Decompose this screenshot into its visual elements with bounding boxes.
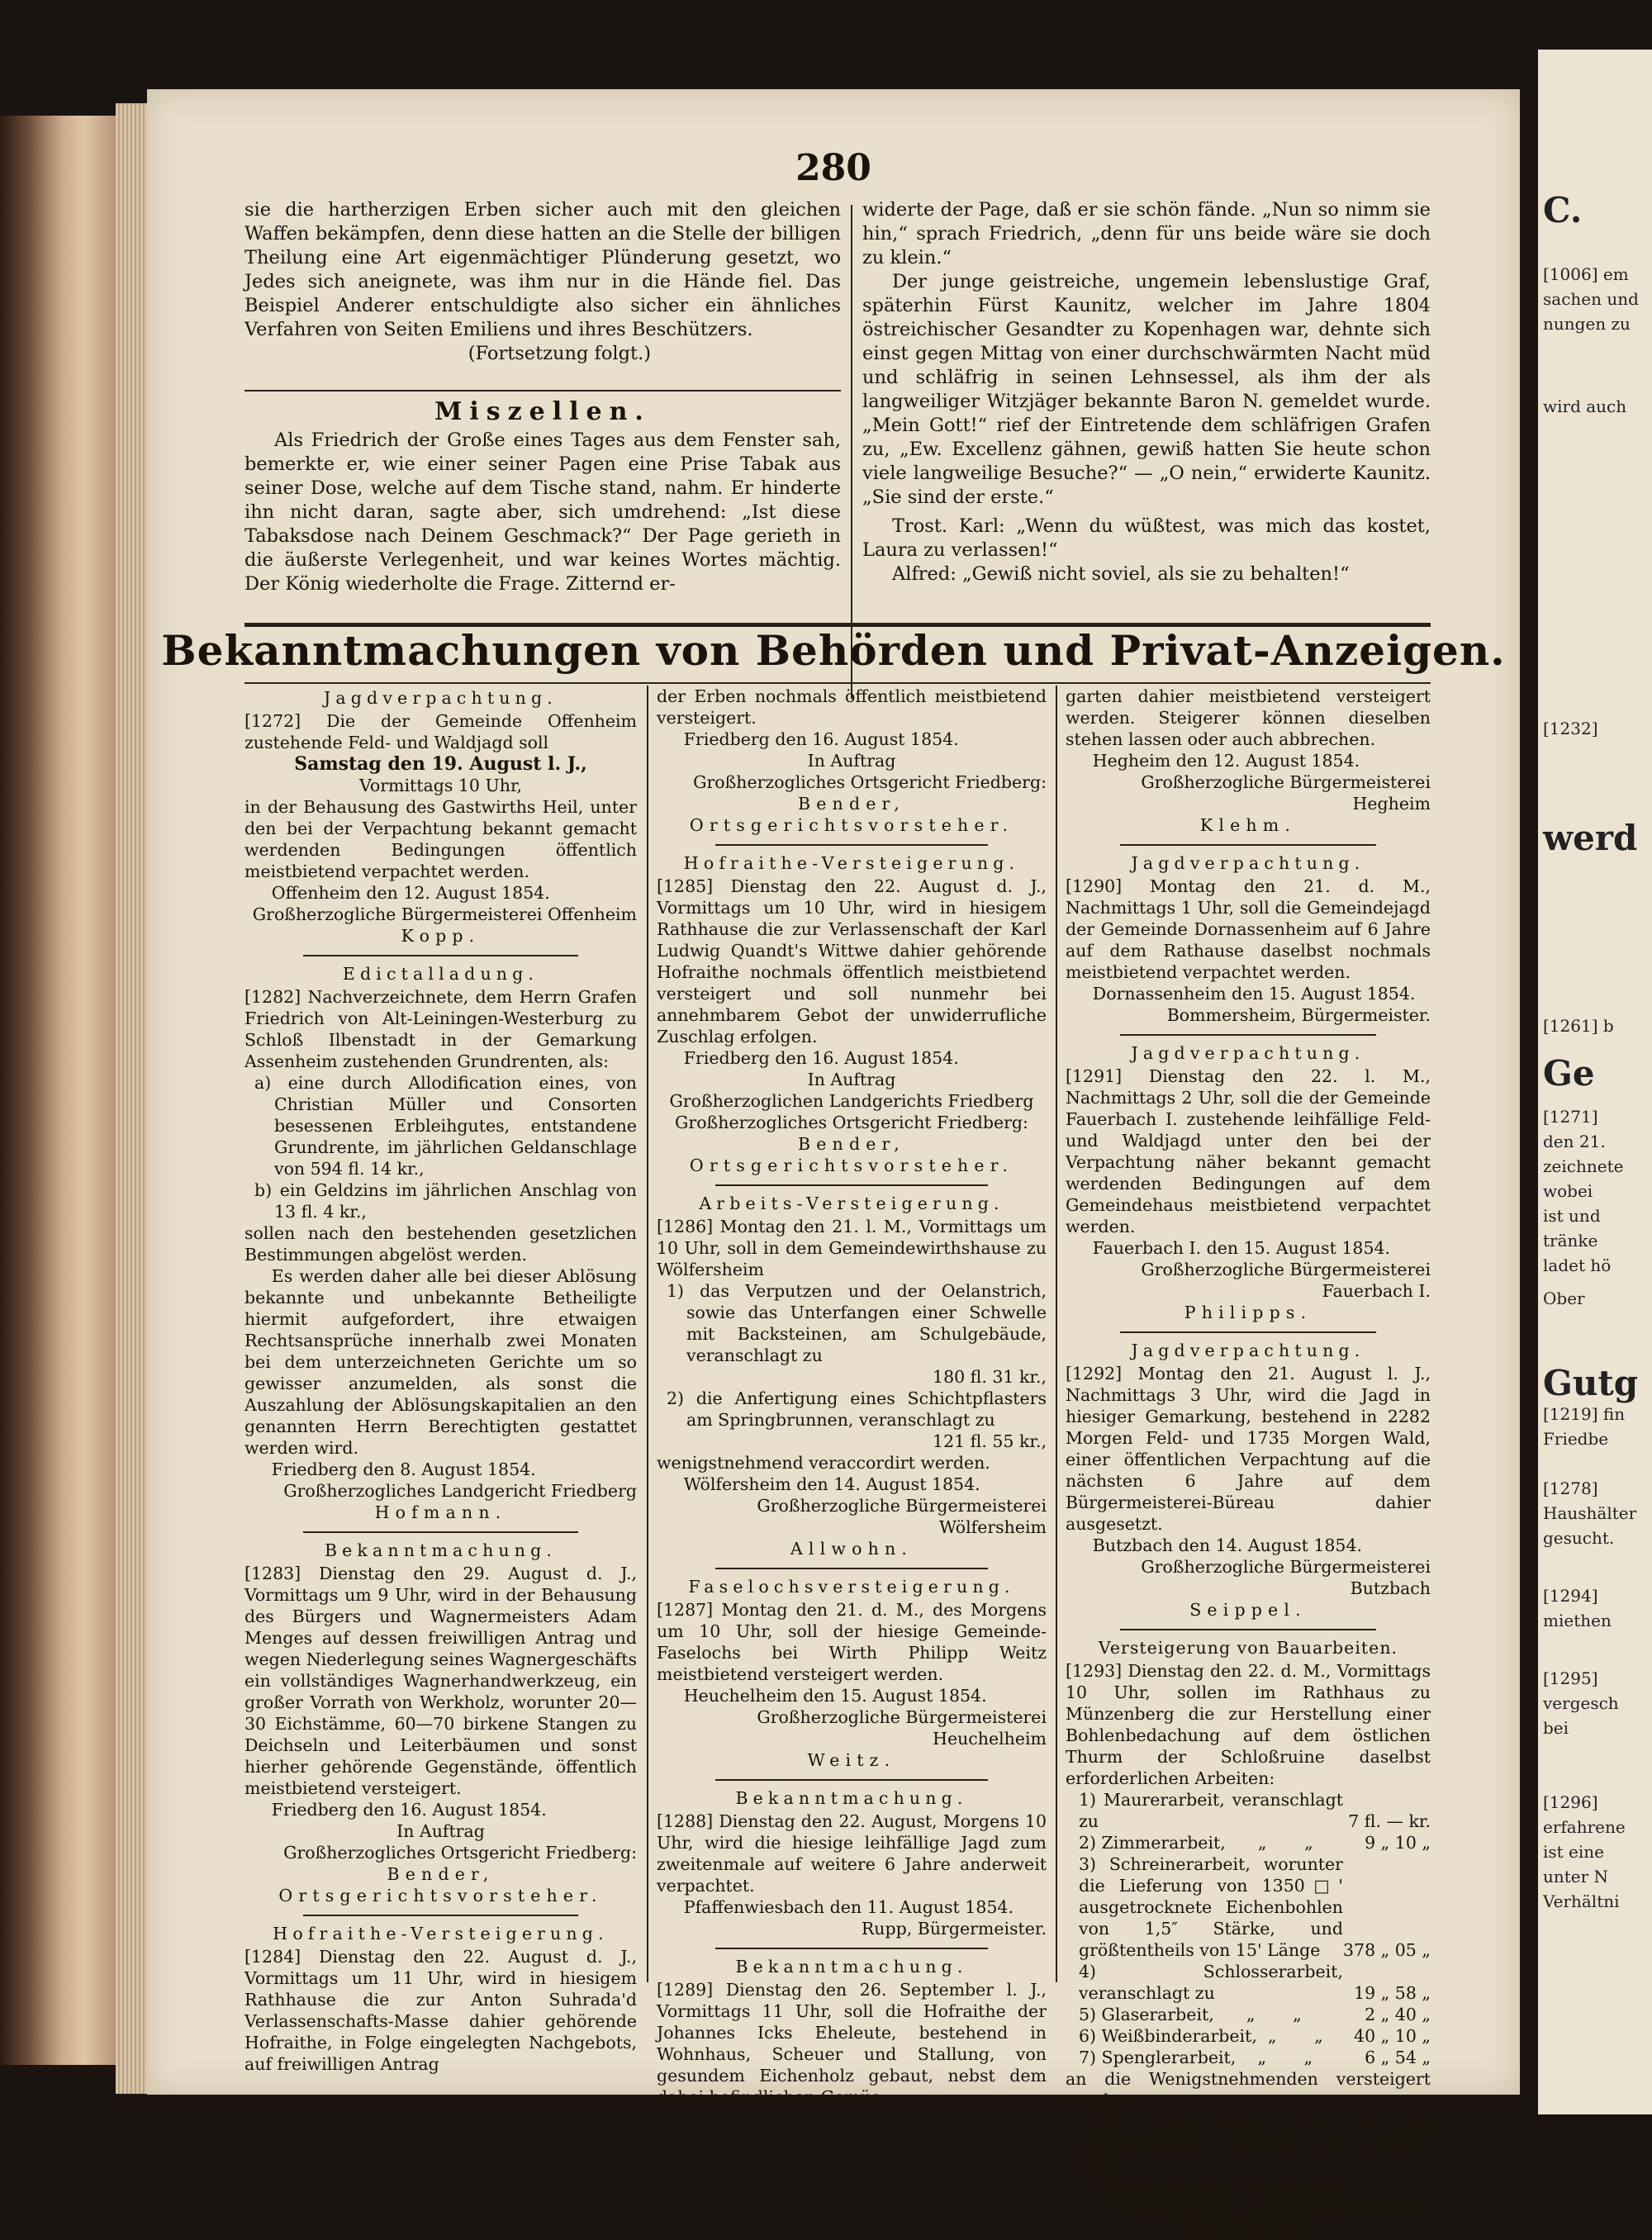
cost-item-label: 2) Zimmerarbeit, „ „ <box>1079 1833 1313 1853</box>
adjacent-page-text: den 21. <box>1543 1132 1606 1151</box>
continuation-note: (Fortsetzung folgt.) <box>468 343 651 364</box>
column-divider <box>647 686 648 1982</box>
ad-separator <box>715 1779 988 1781</box>
top-right-column <box>862 198 1431 586</box>
adjacent-page-text: Friedbe <box>1543 1429 1609 1449</box>
adjacent-page-text: nungen zu <box>1543 314 1631 334</box>
adjacent-page-text: [1271] <box>1543 1107 1598 1127</box>
ad-place-1288: Pfaffenwiesbach den 11. August 1854. <box>683 1897 1014 1917</box>
ad-text-1283: [1283] Dienstag den 29. August d. J., Vormittags um 9 Uhr, wird in der Behausung des Bürgers und Wagnermeisters Adam Menges auf dessen freiwilligen Antrag und wegen Niederlegung seines Wagnergeschäfts ein vollständiges Wagnerhandwerkzeug, ein großer Vorrath von Werkholz, worunter 20—30 Eichstämme, 60—70 birkene Stangen zu Deichseln und Leiterbäumen und sonst hierher gehörende Gegenstände, öffentlich meistbietend versteigert. <box>244 1564 637 1798</box>
cost-item-row <box>1066 1961 1431 2004</box>
newspaper-page <box>147 89 1520 2239</box>
adjacent-page-text: wird auch <box>1543 396 1627 416</box>
adjacent-page-text: ist und <box>1543 1206 1601 1226</box>
ad-place-1291: Fauerbach I. den 15. August 1854. <box>1092 1238 1391 1258</box>
cost-item-price: 7 fl. — kr. <box>1348 1811 1431 1831</box>
anecdote-kaunitz: Der junge geistreiche, ungemein lebenslustige Graf, späterhin Fürst Kaunitz, welcher im Jahre 1804 östreichischer Gesandter zu Kopenhagen war, dehnte sich einst gegen Mittag von einer durchschwärmten Nacht müd und schläfrig in seinen Lehnsessel, als ihm der als langweiliger Witzjäger bekannte Baron N. gemeldet wurde. „Mein Gott!“ rief der Eintretende dem schläfrigen Grafen zu, „Ew. Excellenz gähnen, gewiß hatten Sie heute schon viele langweilige Besuche?“ — „O nein,“ erwiderte Kaunitz. „Sie sind der erste.“ <box>862 271 1431 508</box>
adjacent-page-text: ist eine <box>1543 1842 1605 1862</box>
announcements-column-3 <box>1066 686 1431 2240</box>
ad-text-1290: [1290] Montag den 21. d. M., Nachmittags 1 Uhr, soll die Gemeindejagd der Gemeinde Dornassenheim auf 6 Jahre auf dem Rathause daselbst nochmals meistbietend verpachtet werden. <box>1066 876 1431 982</box>
adjacent-page-text: [1295] <box>1543 1668 1598 1688</box>
anecdote-trost-karl: Trost. Karl: „Wenn du wüßtest, was mich das kostet, Laura zu verlassen!“ <box>862 515 1431 561</box>
ad-text2-1272: in der Behausung des Gastwirths Heil, unter den bei der Verpachtung bekannt gemacht werdenden Bedingungen öffentlich meistbietend verpachtet werden. <box>244 797 637 881</box>
ad-separator <box>303 1531 578 1533</box>
story-ending-paragraph: sie die hartherzigen Erben sicher auch mit den gleichen Waffen bekämpfen, denn diese hatten an die Stelle der billigen Theilung eine Art eigenmächtiger Plünderung gesetzt, wo Jedes sich aneignete, was ihm nur in die Hände fiel. Das Beispiel Anderer entschuldigte also sicher ein ähnliches Verfahren von Seiten Emiliens und ihres Beschützers. <box>244 199 841 340</box>
adjacent-page-text: bei <box>1543 1718 1569 1738</box>
ad-text-1286: [1286] Montag den 21. l. M., Vormittags um 10 Uhr, soll in dem Gemeindewirthshause zu Wölfersheim <box>657 1217 1047 1279</box>
adjacent-page-text: zeichnete <box>1543 1156 1624 1176</box>
ad-title-1290: Jagdverpachtung. <box>1131 853 1365 873</box>
ad-title-1285: Hofraithe-Versteigerung. <box>683 853 1020 873</box>
ad-separator <box>1120 1331 1375 1333</box>
adjacent-page-text: [1219] fin <box>1543 1404 1626 1424</box>
ad-signer-1284: Bender, Ortsgerichtsvorsteher. <box>689 794 1014 835</box>
ad-title-1291: Jagdverpachtung. <box>1131 1043 1365 1063</box>
ad-place-1272: Offenheim den 12. August 1854. <box>271 883 550 903</box>
ad-text3-1293: Der Voranschlag liegt bei der unterzeichneten Behörde zur Einsicht offen. <box>1066 2112 1431 2175</box>
ad-text-1289: [1289] Dienstag den 26. September l. J., Vormittags 11 Uhr, soll die Hofraithe der Johannes Icks Eheleute, bestehend in Wohnhaus, Scheuer und Stallung, von gesundem Eichenholz gebaut, nebst dem dabei befindlichen Gemüs- <box>657 1980 1047 2107</box>
adjacent-page-text: tränke <box>1543 1231 1598 1251</box>
ad-place-1282: Friedberg den 8. August 1854. <box>271 1459 536 1479</box>
adjacent-page-text: sachen und <box>1543 289 1639 309</box>
adjacent-page-text: Verhältni <box>1543 1891 1620 1911</box>
cost-item-label: 7) Spenglerarbeit, „ „ <box>1079 2048 1313 2067</box>
ad-separator <box>715 1184 988 1186</box>
ad-separator <box>303 1915 578 1916</box>
ad-title-1286: Arbeits-Versteigerung. <box>699 1194 1004 1213</box>
announcements-column-2 <box>657 686 1047 2108</box>
ad-place-1289: Hegheim den 12. August 1854. <box>1092 751 1360 771</box>
adjacent-page-text: erfahrene <box>1543 1817 1626 1837</box>
ad-sign-1289: Großherzogliche Bürgermeisterei Hegheim <box>1141 772 1431 814</box>
ad-sign-1292: Großherzogliche Bürgermeisterei Butzbach <box>1141 1557 1431 1598</box>
adjacent-page-text: [1294] <box>1543 1586 1598 1606</box>
ad-place-1284: Friedberg den 16. August 1854. <box>683 729 959 749</box>
cost-item-label: 3) Schreinerarbeit, worunter die Lieferung von 1350□' ausgetrocknete Eichenbohlen von 1,5″ Stärke, und größtentheils von 15' Länge <box>1079 1854 1349 1960</box>
cost-item-row <box>1066 1853 1431 1961</box>
ad-separator <box>1120 1034 1375 1036</box>
ad-text2-1293: an die Wenigstnehmenden versteigert werden. <box>1066 2069 1431 2110</box>
ad-items-1293 <box>1066 1789 1431 2068</box>
miszellen-section <box>244 396 841 596</box>
cost-item-label: 1) Maurerarbeit, veranschlagt zu <box>1079 1790 1349 1831</box>
ad-separator <box>715 1568 988 1569</box>
ad-signer-1288: Rupp, Bürgermeister. <box>861 1919 1047 1939</box>
ad-item1-price-1286: 180 fl. 31 kr., <box>933 1367 1047 1387</box>
ad-sign-1286: Großherzogliche Bürgermeisterei Wölfersheim <box>757 1496 1047 1537</box>
ad-item-a-1282: a) eine durch Allodification eines, von Christian Müller und Consorten besessenen Erbleihgutes, entstandene Grundrente, im jährlichen Geldanschlage von 594 fl. 14 kr., <box>254 1073 637 1179</box>
cost-item-row <box>1066 2047 1431 2068</box>
ad-signer-1283: Bender, Ortsgerichtsvorsteher. <box>278 1864 603 1905</box>
ad-signer-1287: Weitz. <box>807 1750 896 1770</box>
ad-place-1287: Heuchelheim den 15. August 1854. <box>683 1686 987 1706</box>
ad-title-1287: Faselochsversteigerung. <box>688 1577 1015 1597</box>
ad-signer-1282: Hofmann. <box>374 1502 507 1522</box>
cost-item-label: 6) Weißbinderarbeit, „ „ <box>1079 2026 1323 2046</box>
section-divider <box>244 390 841 392</box>
ad-signer-1289: Klehm. <box>1199 815 1297 835</box>
ad-sign-1272: Großherzogliche Bürgermeisterei Offenheim <box>252 904 637 924</box>
ad-separator <box>715 1948 988 1949</box>
ad-auftrag-1285: In Auftrag <box>807 1070 896 1089</box>
cost-item-row <box>1066 1789 1431 1832</box>
heading-bottom-rule <box>244 682 1431 684</box>
anecdote-trost-alfred: Alfred: „Gewiß nicht soviel, als sie zu behalten!“ <box>892 563 1350 585</box>
page-number: 280 <box>795 147 871 189</box>
ad-text-1284: [1284] Dienstag den 22. August d. J., Vormittags um 11 Uhr, wird in hiesigem Rathhause die zur Anton Suhrada'd Verlassenschafts-Masse dahier gehörende Hofraithe, in Folge eingelegten Nachgebots, auf freiwilligen Antrag <box>244 1947 637 2074</box>
ad-auftrag-1284: In Auftrag <box>807 751 896 771</box>
ad-time-1272: Vormittags 10 Uhr, <box>358 776 523 795</box>
cost-item-price: 6 „ 54 „ <box>1365 2048 1431 2067</box>
ad-item1-1286: 1) das Verputzen und der Oelanstrich, sowie das Unterfangen einer Schwelle mit Backsteinen, am Schulgebäude, veranschlagt zu <box>667 1281 1047 1365</box>
ad-item-b-1282: b) ein Geldzins im jährlichen Anschlag von 13 fl. 4 kr., <box>254 1180 637 1222</box>
adjacent-page-text: ladet hö <box>1543 1255 1612 1275</box>
adjacent-page-fragment <box>1538 50 1652 2114</box>
ad-signer-1290: Bommersheim, Bürgermeister. <box>1166 1005 1431 1025</box>
ad-signer-1285: Bender, Ortsgerichtsvorsteher. <box>689 1134 1014 1175</box>
ad-text-1292: [1292] Montag den 21. August l. J., Nachmittags 3 Uhr, wird die Jagd in hiesiger Gemarkung, bestehend in 2282 Morgen Feld- und 1735 Morgen Wald, einer öffentlichen Verpachtung auf die nächsten 6 Jahre auf dem Bürgermeisterei-Büreau dahier ausgesetzt. <box>1066 1364 1431 1534</box>
adjacent-page-text: Ober <box>1543 1288 1585 1308</box>
ad-text3-1282: Es werden daher alle bei dieser Ablösung bekannte und unbekannte Betheiligte hiermit aufgefordert, ihre etwaigen Rechtsansprüche innerhalb zwei Monaten bei dem unterzeichneten Gerichte um so gewisser anzumelden, als sonst die Auszahlung der Ablösungskapitalien an den genannten Herrn Berechtigten gestattet werden wird. <box>244 1266 637 1458</box>
adjacent-page-text: unter N <box>1543 1867 1609 1886</box>
cost-item-row <box>1066 2004 1431 2025</box>
ad-sign-1285: Großherzoglichen Landgerichts Friedberg <box>669 1091 1034 1111</box>
adjacent-page-text: Gutg <box>1543 1363 1639 1403</box>
ad-signer-1272: Kopp. <box>401 926 481 946</box>
ad-cont-1284: der Erben nochmals öffentlich meistbietend versteigert. <box>657 686 1047 728</box>
announcements-heading: Bekanntmachungen von Behörden und Privat-Anzeigen. <box>161 626 1506 675</box>
cost-item-price: 9 „ 10 „ <box>1365 1833 1431 1853</box>
ad-title-1289: Bekanntmachung. <box>735 1957 968 1977</box>
adjacent-page-text: [1232] <box>1543 719 1598 738</box>
ad-auftrag-1283: In Auftrag <box>396 1821 485 1841</box>
ad-text2-1282: sollen nach den bestehenden gesetzlichen Bestimmungen abgelöst werden. <box>244 1223 637 1265</box>
cost-item-price: 40 „ 10 „ <box>1354 2026 1431 2046</box>
ad-title-1284: Hofraithe-Versteigerung. <box>273 1924 609 1943</box>
ad-item2-1286: 2) die Anfertigung eines Schichtpflasters am Springbrunnen, veranschlagt zu <box>667 1388 1047 1430</box>
ad-text-1293: [1293] Dienstag den 22. d. M., Vormittags 10 Uhr, sollen im Rathhaus zu Münzenberg die zur Herstellung einer Bohlenbedachung auf dem östlichen Thurm der Schloßruine daselbst erforderlichen Arbeiten: <box>1066 1661 1431 1788</box>
adjacent-page-text: gesucht. <box>1543 1528 1615 1548</box>
ad-sign-1293: Großherzogliches Kreisbauamt Gießen <box>1097 2198 1431 2218</box>
miszellen-anecdote-1: Als Friedrich der Große eines Tages aus dem Fenster sah, bemerkte er, wie einer seiner Pagen eine Prise Tabak aus seiner Dose, welche auf dem Tische stand, nahm. Er hinderte ihn nicht daran, sagte aber, sich umdrehend: „Ist diese Tabaksdose nach Deinem Geschmack?“ Der Page gerieth in die äußerste Verlegenheit, und war keines Wortes mächtig. Der König wiederholte die Frage. Zitternd er- <box>244 429 841 595</box>
ad-text-1272: [1272] Die der Gemeinde Offenheim zustehende Feld- und Waldjagd soll <box>244 711 637 752</box>
ad-title-1292: Jagdverpachtung. <box>1131 1341 1365 1360</box>
cost-item-label: 5) Glaserarbeit, „ „ <box>1079 2005 1302 2024</box>
cost-item-row <box>1066 2025 1431 2047</box>
cost-item-row <box>1066 1832 1431 1853</box>
adjacent-page-text: [1278] <box>1543 1478 1598 1498</box>
ad-sign-1284: Großherzogliches Ortsgericht Friedberg: <box>693 772 1047 792</box>
ad-signer-1291: Philipps. <box>1184 1303 1313 1322</box>
ad-title-1288: Bekanntmachung. <box>735 1788 968 1808</box>
miszellen-heading: Miszellen. <box>434 397 651 426</box>
adjacent-page-text: C. <box>1543 190 1583 230</box>
ad-separator <box>1120 844 1375 846</box>
ad-sign2-1285: Großherzogliches Ortsgericht Friedberg: <box>675 1113 1028 1132</box>
ad-place-1286: Wölfersheim den 14. August 1854. <box>683 1474 980 1494</box>
cost-item-price: 2 „ 40 „ <box>1365 2005 1431 2024</box>
ad-sign-1282: Großherzogliches Landgericht Friedberg <box>283 1481 637 1501</box>
adjacent-page-text: wobei <box>1543 1181 1593 1201</box>
adjacent-page-text: miethen <box>1543 1611 1612 1630</box>
ad-title-1272: Jagdverpachtung. <box>324 688 558 708</box>
ad-place-1292: Butzbach den 14. August 1854. <box>1092 1535 1363 1555</box>
cost-item-price: 19 „ 58 „ <box>1354 1983 1431 2003</box>
ad-separator <box>715 844 988 846</box>
top-left-column <box>244 198 841 366</box>
cost-item-price: 378 „ 05 „ <box>1342 1940 1431 1960</box>
ad-signer-1293: Holzapfel. <box>1175 2219 1322 2239</box>
ad-cont-1289: garten dahier meistbietend versteigert werden. Steigerer können dieselben stehen lassen oder auch abbrechen. <box>1066 686 1431 749</box>
ad-sign-1291: Großherzogliche Bürgermeisterei Fauerbach I. <box>1141 1260 1431 1301</box>
announcements-column-1 <box>244 686 637 2075</box>
ad-place-1290: Dornassenheim den 15. August 1854. <box>1092 984 1416 1004</box>
adjacent-page-text: [1006] em <box>1543 264 1629 284</box>
ad-sign-1283: Großherzogliches Ortsgericht Friedberg: <box>283 1843 637 1863</box>
ad-signer-1292: Seippel. <box>1189 1600 1307 1620</box>
ad-separator <box>1120 1629 1375 1630</box>
adjacent-page-text: Ge <box>1543 1053 1595 1094</box>
cost-item-label: 4) Schlosserarbeit, veranschlagt zu <box>1079 1962 1349 2003</box>
ad-separator <box>303 955 578 956</box>
ad-text2-1286: wenigstnehmend veraccordirt werden. <box>657 1453 990 1473</box>
ad-sign-1287: Großherzogliche Bürgermeisterei Heuchelheim <box>757 1707 1047 1749</box>
column-divider <box>1056 686 1057 1982</box>
ad-signer-1286: Allwohn. <box>790 1539 914 1559</box>
ad-place-1283: Friedberg den 16. August 1854. <box>271 1800 547 1820</box>
ad-text-1285: [1285] Dienstag den 22. August d. J., Vormittags um 10 Uhr, wird in hiesigem Rathhause die zur Verlassenschaft der Karl Ludwig Quandt's Wittwe dahier gehörende Hofraithe nochmals öffentlich meistbietend versteigert und soll nunmehr bei annehmbarem Gebot der unwiderrufliche Zuschlag erfolgen. <box>657 876 1047 1046</box>
ad-title-1283: Bekanntmachung. <box>324 1540 558 1560</box>
ad-text-1291: [1291] Dienstag den 22. l. M., Nachmittags 2 Uhr, soll die der Gemeinde Fauerbach I. zustehende leihfällige Feld- und Waldjagd unter den bei der Verpachtung näher bekannt gemacht werdenden Bedingungen auf dem Gemeindehaus meistbietend verpachtet werden. <box>1066 1066 1431 1236</box>
ad-place-1293: Gießen den 16. August 1854. <box>1092 2176 1343 2196</box>
adjacent-page-text: [1261] b <box>1543 1016 1614 1036</box>
adjacent-page-text: [1296] <box>1543 1792 1598 1812</box>
ad-text-1288: [1288] Dienstag den 22. August, Morgens 10 Uhr, wird die hiesige leihfällige Jagd zum zweitenmale auf weitere 6 Jahre anderweit verpachtet. <box>657 1811 1047 1896</box>
adjacent-page-text: vergesch <box>1543 1693 1619 1713</box>
ad-title-1282: Edictalladung. <box>342 964 539 984</box>
ad-title-1293: Versteigerung von Bauarbeiten. <box>1098 1638 1398 1658</box>
ad-text-1282: [1282] Nachverzeichnete, dem Herrn Grafen Friedrich von Alt-Leiningen-Westerburg zu Schloß Ilbenstadt in der Gemarkung Assenheim zustehenden Grundrenten, als: <box>244 987 637 1071</box>
adjacent-page-text: Haushälter <box>1543 1503 1637 1523</box>
anecdote-1-ending: widerte der Page, daß er sie schön fände. „Nun so nimm sie hin,“ sprach Friedrich, „denn für uns beide wäre sie doch zu klein.“ <box>862 199 1431 268</box>
ad-date-1272: Samstag den 19. August l. J., <box>294 753 587 775</box>
ad-text-1287: [1287] Montag den 21. d. M., des Morgens um 10 Uhr, soll der hiesige Gemeinde-Faselochs bei Wirth Philipp Weitz meistbietend versteigert werden. <box>657 1600 1047 1684</box>
adjacent-page-text: werd <box>1543 818 1638 858</box>
ad-place-1285: Friedberg den 16. August 1854. <box>683 1048 959 1068</box>
ad-item2-price-1286: 121 fl. 55 kr., <box>933 1431 1047 1451</box>
